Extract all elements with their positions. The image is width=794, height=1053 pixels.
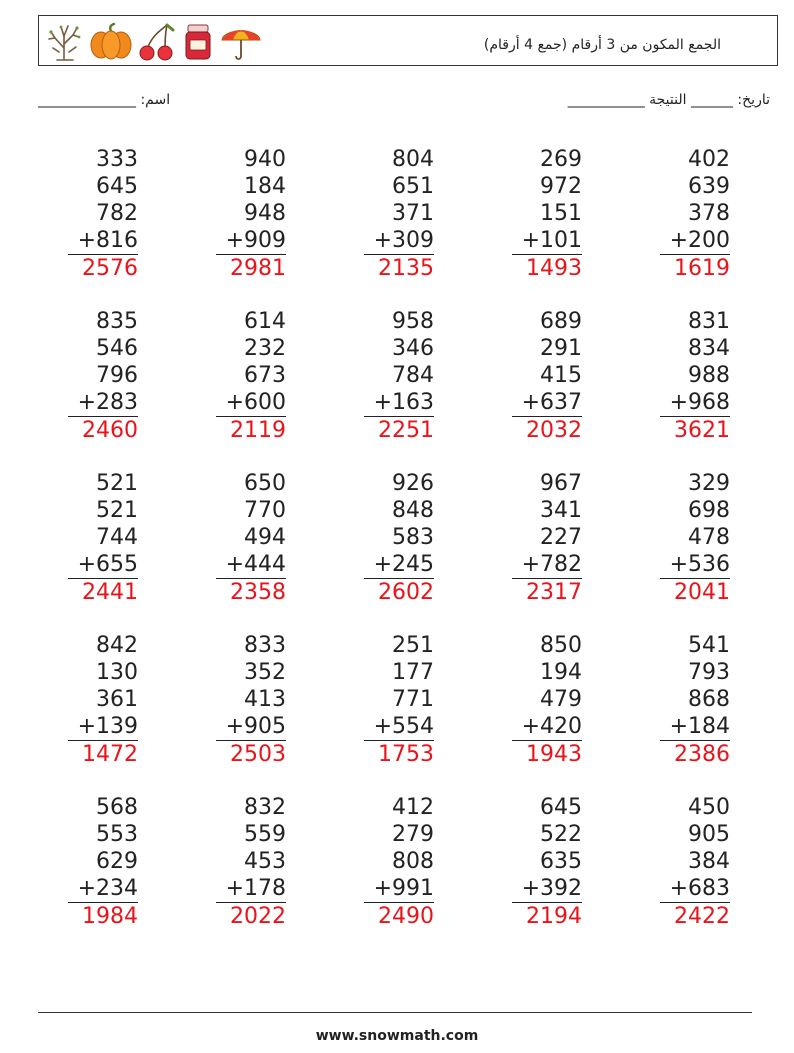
problem-addend: 833 — [244, 633, 286, 658]
problem-addend: 629 — [96, 849, 138, 874]
problem-addend: 269 — [540, 147, 582, 172]
addition-problem — [660, 470, 730, 606]
name-field-label: اسم: ______________ — [38, 92, 171, 108]
problem-answer: 1493 — [526, 256, 582, 281]
problem-answer: 2135 — [378, 256, 434, 281]
footer-site: www.snowmath.com — [315, 1028, 479, 1044]
addition-problem — [364, 794, 434, 930]
addition-problem — [512, 146, 582, 282]
problem-addend: 651 — [392, 174, 434, 199]
problem-addend: 384 — [688, 849, 730, 874]
problem-answer: 2022 — [230, 904, 286, 929]
addition-problem — [68, 146, 138, 282]
addition-problem — [364, 308, 434, 444]
umbrella-icon — [219, 22, 263, 62]
problem-addend: 279 — [392, 822, 434, 847]
addition-problem — [68, 632, 138, 768]
problem-last-addend: +309 — [364, 227, 434, 255]
problem-answer: 1619 — [674, 256, 730, 281]
problem-addend: 804 — [392, 147, 434, 172]
problem-addend: 645 — [540, 795, 582, 820]
problem-addend: 346 — [392, 336, 434, 361]
addition-problem — [364, 632, 434, 768]
problem-addend: 744 — [96, 525, 138, 550]
problem-answer: 2041 — [674, 580, 730, 605]
problem-addend: 329 — [688, 471, 730, 496]
problem-addend: 361 — [96, 687, 138, 712]
problem-answer: 1943 — [526, 742, 582, 767]
problem-addend: 541 — [688, 633, 730, 658]
problem-answer: 2317 — [526, 580, 582, 605]
problem-addend: 905 — [688, 822, 730, 847]
problem-addend: 413 — [244, 687, 286, 712]
addition-problem — [68, 308, 138, 444]
problem-last-addend: +655 — [68, 551, 138, 579]
problem-addend: 568 — [96, 795, 138, 820]
addition-problem — [364, 470, 434, 606]
problem-addend: 194 — [540, 660, 582, 685]
problem-answer: 2422 — [674, 904, 730, 929]
problem-answer: 1753 — [378, 742, 434, 767]
problem-answer: 2460 — [82, 418, 138, 443]
problem-addend: 450 — [688, 795, 730, 820]
problem-addend: 967 — [540, 471, 582, 496]
problem-last-addend: +101 — [512, 227, 582, 255]
problem-addend: 689 — [540, 309, 582, 334]
addition-problem — [512, 470, 582, 606]
problem-addend: 521 — [96, 471, 138, 496]
problem-last-addend: +200 — [660, 227, 730, 255]
header-icons — [43, 21, 263, 63]
problem-addend: 796 — [96, 363, 138, 388]
problem-addend: 832 — [244, 795, 286, 820]
problem-last-addend: +816 — [68, 227, 138, 255]
date-result-line — [568, 92, 770, 108]
problem-addend: 251 — [392, 633, 434, 658]
cherries-icon — [137, 22, 177, 62]
problem-last-addend: +991 — [364, 875, 434, 903]
problem-answer: 2358 — [230, 580, 286, 605]
problem-addend: 291 — [540, 336, 582, 361]
problem-addend: 850 — [540, 633, 582, 658]
problem-addend: 645 — [96, 174, 138, 199]
addition-problem — [216, 794, 286, 930]
problem-addend: 771 — [392, 687, 434, 712]
problem-addend: 521 — [96, 498, 138, 523]
problem-addend: 926 — [392, 471, 434, 496]
problem-addend: 402 — [688, 147, 730, 172]
problem-addend: 227 — [540, 525, 582, 550]
problem-addend: 635 — [540, 849, 582, 874]
problem-answer: 2490 — [378, 904, 434, 929]
problem-addend: 371 — [392, 201, 434, 226]
addition-problem — [216, 470, 286, 606]
problem-last-addend: +600 — [216, 389, 286, 417]
problem-addend: 958 — [392, 309, 434, 334]
problem-addend: 494 — [244, 525, 286, 550]
addition-problem — [512, 794, 582, 930]
problem-addend: 808 — [392, 849, 434, 874]
problem-last-addend: +968 — [660, 389, 730, 417]
problem-last-addend: +444 — [216, 551, 286, 579]
problem-last-addend: +163 — [364, 389, 434, 417]
pumpkin-icon — [89, 22, 133, 62]
problem-addend: 333 — [96, 147, 138, 172]
problem-addend: 784 — [392, 363, 434, 388]
problem-addend: 940 — [244, 147, 286, 172]
problem-last-addend: +554 — [364, 713, 434, 741]
addition-problem — [216, 308, 286, 444]
addition-problem — [660, 146, 730, 282]
problem-answer: 2441 — [82, 580, 138, 605]
problem-addend: 834 — [688, 336, 730, 361]
addition-problem — [68, 794, 138, 930]
worksheet-header — [38, 15, 778, 66]
problem-last-addend: +283 — [68, 389, 138, 417]
addition-problem — [512, 632, 582, 768]
problem-last-addend: +637 — [512, 389, 582, 417]
addition-problem — [512, 308, 582, 444]
problem-answer: 2032 — [526, 418, 582, 443]
problem-answer: 2386 — [674, 742, 730, 767]
problem-addend: 232 — [244, 336, 286, 361]
problem-last-addend: +536 — [660, 551, 730, 579]
problem-addend: 988 — [688, 363, 730, 388]
problem-addend: 478 — [688, 525, 730, 550]
problem-answer: 2194 — [526, 904, 582, 929]
problem-addend: 352 — [244, 660, 286, 685]
problem-answer: 2251 — [378, 418, 434, 443]
problem-last-addend: +139 — [68, 713, 138, 741]
problem-addend: 378 — [688, 201, 730, 226]
problem-addend: 151 — [540, 201, 582, 226]
problem-last-addend: +909 — [216, 227, 286, 255]
problem-answer: 1472 — [82, 742, 138, 767]
problem-answer: 2576 — [82, 256, 138, 281]
problem-last-addend: +245 — [364, 551, 434, 579]
problem-answer: 2119 — [230, 418, 286, 443]
problem-addend: 698 — [688, 498, 730, 523]
problem-last-addend: +782 — [512, 551, 582, 579]
addition-problem — [216, 632, 286, 768]
problem-answer: 2981 — [230, 256, 286, 281]
problem-addend: 835 — [96, 309, 138, 334]
jam-jar-icon — [181, 22, 215, 62]
problem-addend: 831 — [688, 309, 730, 334]
problem-addend: 583 — [392, 525, 434, 550]
problem-addend: 793 — [688, 660, 730, 685]
problem-addend: 650 — [244, 471, 286, 496]
problem-addend: 522 — [540, 822, 582, 847]
addition-problem — [660, 794, 730, 930]
problem-last-addend: +420 — [512, 713, 582, 741]
problem-addend: 559 — [244, 822, 286, 847]
footer-divider — [38, 1012, 752, 1013]
worksheet-title: الجمع المكون من 3 أرقام (جمع 4 أرقام) — [483, 37, 721, 53]
problem-answer: 2602 — [378, 580, 434, 605]
addition-problem — [660, 308, 730, 444]
problem-addend: 948 — [244, 201, 286, 226]
problem-addend: 673 — [244, 363, 286, 388]
bare-tree-icon — [43, 22, 85, 62]
problem-addend: 546 — [96, 336, 138, 361]
problem-addend: 614 — [244, 309, 286, 334]
problem-answer: 1984 — [82, 904, 138, 929]
problem-addend: 479 — [540, 687, 582, 712]
problem-addend: 341 — [540, 498, 582, 523]
problem-addend: 842 — [96, 633, 138, 658]
problem-last-addend: +184 — [660, 713, 730, 741]
problem-addend: 130 — [96, 660, 138, 685]
problem-addend: 972 — [540, 174, 582, 199]
result-field-label: النتيجة ___________ — [567, 92, 687, 108]
problem-last-addend: +234 — [68, 875, 138, 903]
addition-problem — [68, 470, 138, 606]
problem-addend: 770 — [244, 498, 286, 523]
addition-problem — [660, 632, 730, 768]
problem-addend: 848 — [392, 498, 434, 523]
date-field-label: تاريخ: ______ — [690, 92, 770, 108]
addition-problem — [216, 146, 286, 282]
problem-addend: 184 — [244, 174, 286, 199]
problem-addend: 412 — [392, 795, 434, 820]
problem-addend: 553 — [96, 822, 138, 847]
problem-last-addend: +392 — [512, 875, 582, 903]
problem-addend: 415 — [540, 363, 582, 388]
problem-answer: 2503 — [230, 742, 286, 767]
problem-last-addend: +178 — [216, 875, 286, 903]
problem-last-addend: +905 — [216, 713, 286, 741]
problem-last-addend: +683 — [660, 875, 730, 903]
problem-addend: 177 — [392, 660, 434, 685]
problem-addend: 453 — [244, 849, 286, 874]
problem-addend: 868 — [688, 687, 730, 712]
problem-addend: 639 — [688, 174, 730, 199]
problem-addend: 782 — [96, 201, 138, 226]
addition-problem — [364, 146, 434, 282]
problem-answer: 3621 — [674, 418, 730, 443]
